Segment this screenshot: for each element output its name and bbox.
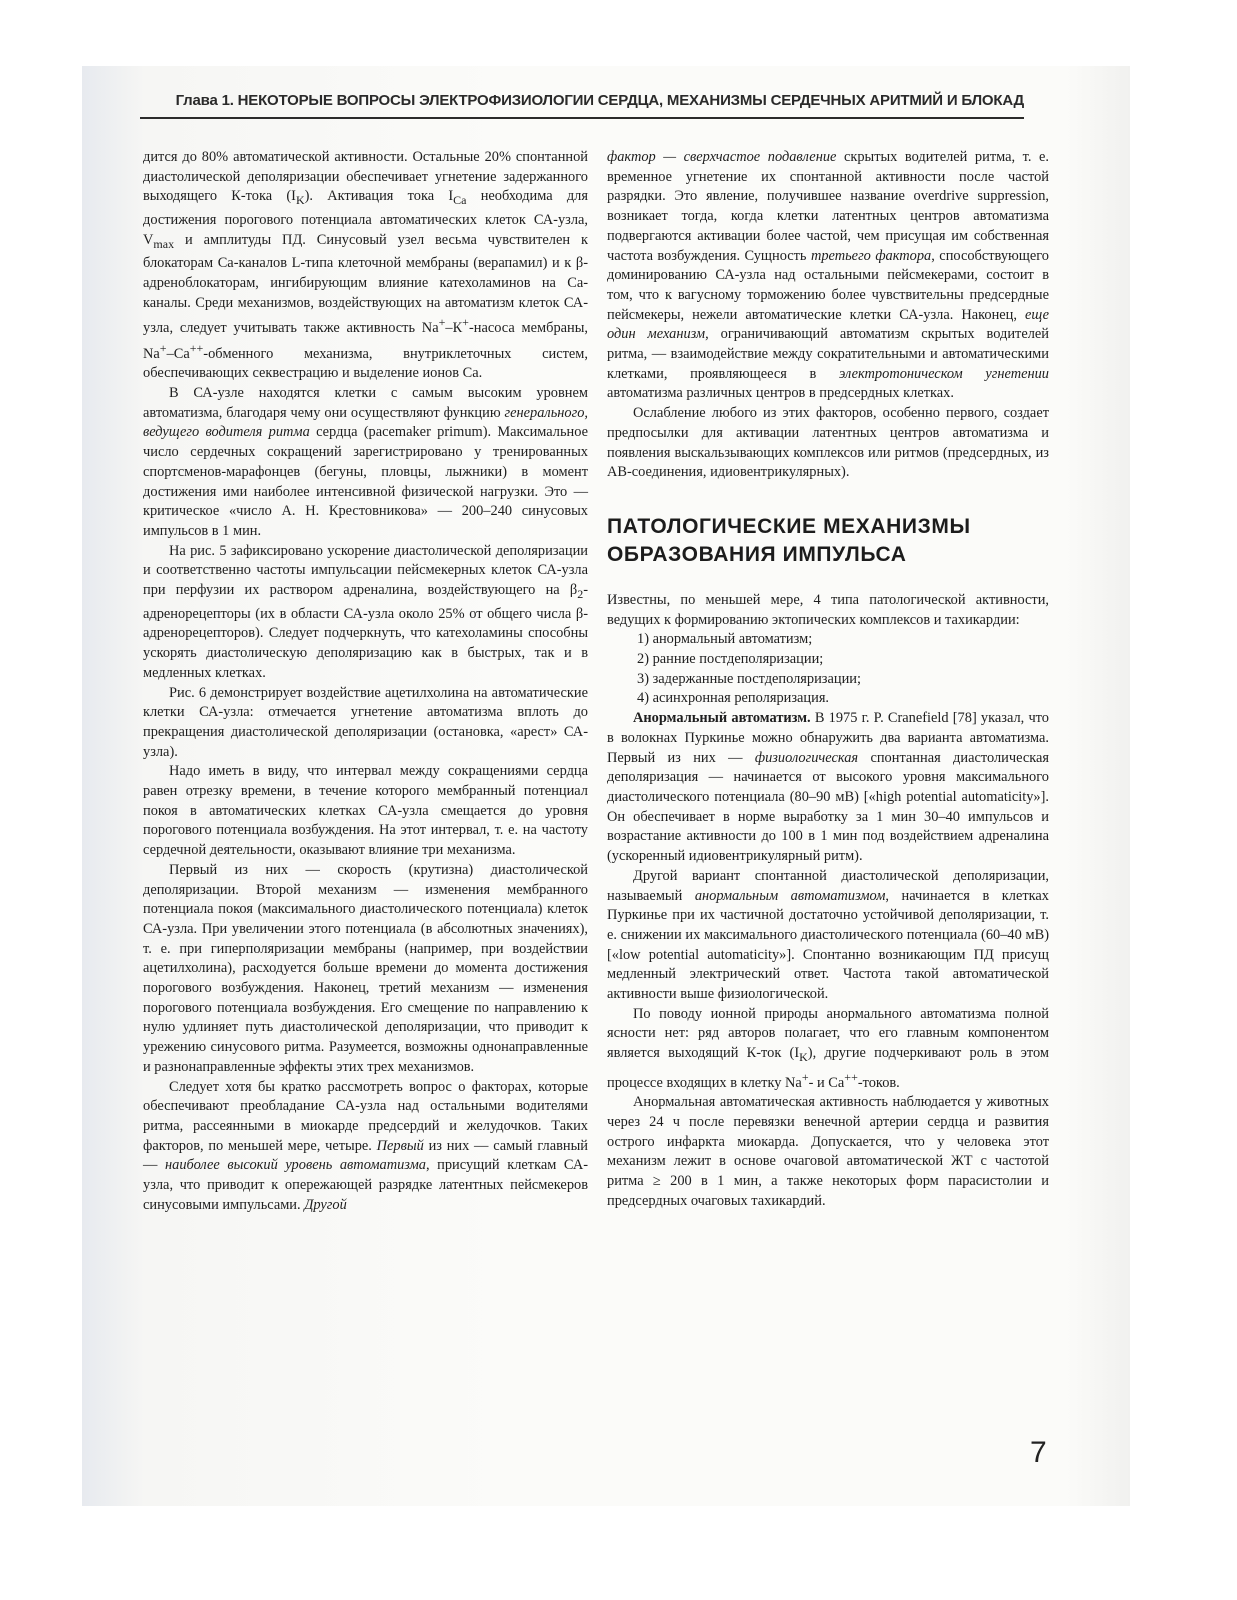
left-column	[143, 148, 588, 1215]
paragraph: фактор — сверхчастое подавление скрытых водителей ритма, т. е. временное угнетение их спонтанной активности после частой разрядки. Это явление, получившее название overdrive suppression, возникает тогда, когда клетки латентных центров автоматизма подвергаются активации более частой, чем присущая им собственная частота возбуждения. Сущность третьего фактора, способствующего доминированию СА-узла над остальными пейсмекерами, состоит в том, что к вагусному торможению более чувствительны предсердные пейсмекеры, нежели автоматические клетки СА-узла. Наконец, еще один механизм, ограничивающий автоматизм скрытых водителей ритма, — взаимодействие между сократительными и автоматическими клетками, проявляющееся в электротоническом угнетении автоматизма различных центров в предсердных клетках.	[607, 149, 1050, 402]
paragraph: Надо иметь в виду, что интервал между сокращениями сердца равен отрезку времени, в течение которого мембранный потенциал покоя в автоматических клетках СА-узла смещается до уровня порогового потенциала возбуждения. На этот интервал, т. е. на частоту сердечной деятельности, оказывают влияние три механизма.	[143, 763, 588, 859]
paragraph: По поводу ионной природы анормального автоматизма полной ясности нет: ряд авторов полагает, что его главным компонентом является выходящий К-ток $(I_K)$, другие подчеркивают роль в этом процессе входящих в клетку Na+- и Са++-токов.	[607, 1005, 1049, 1091]
page-number: 7	[1030, 1436, 1047, 1469]
list-item: 4) асинхронная реполяризация.	[637, 690, 830, 707]
chapter-header: Глава 1. НЕКОТОРЫЕ ВОПРОСЫ ЭЛЕКТРОФИЗИОЛОГИИ СЕРДЦА, МЕХАНИЗМЫ СЕРДЕЧНЫХ АРИТМИЙ И БЛОКАД	[175, 92, 1024, 109]
paragraph: Анормальная автоматическая активность наблюдается у животных через 24 ч после перевязки венечной артерии сердца и развития острого инфаркта миокарда. Допускается, что у человека этот механизм лежит в основе очаговой автоматической ЖТ с частотой ритма ≥ 200 в 1 мин, а также некоторых форм парасистолии и предсердных очаговых тахикардий.	[607, 1094, 1049, 1209]
paragraph: Другой вариант спонтанной диастолической деполяризации, называемый анормальным автоматизмом, начинается в клетках Пуркинье при их частичной достаточно устойчивой деполяризации, т. е. снижении их максимального диастолического потенциала (60–40 мВ) [«low potential automaticity»]. Спонтанно возникающим ПД присущ медленный электрический ответ. Частота такой автоматической активности выше физиологической.	[607, 867, 1049, 1003]
section-title: ПАТОЛОГИЧЕСКИЕ МЕХАНИЗМЫ ОБРАЗОВАНИЯ ИМПУЛЬСА	[607, 514, 971, 566]
paragraph: Ослабление любого из этих факторов, особенно первого, создает предпосылки для активации латентных центров автоматизма и появления выскальзывающих комплексов или ритмов (предсердных, из АВ-соединения, идиовентрикулярных).	[607, 405, 1049, 481]
header-rule	[140, 117, 1024, 119]
right-column	[607, 148, 1049, 1211]
paragraph: Первый из них — скорость (крутизна) диастолической деполяризации. Второй механизм — изменения мембранного потенциала покоя (максимального диастолического потенциала) клеток СА-узла. При увеличении этого потенциала (в абсолютных значениях), т. е. при гиперполяризации мембраны (например, при воздействии ацетилхолина), расходуется больше времени до момента достижения порогового возбуждения. Наконец, третий механизм — изменения порогового потенциала возбуждения. Его смещение по направлению к нулю удлиняет путь диастолической деполяризации, что приводит к урежению синусового ритма. Разумеется, возможны однонаправленные и разнонаправленные эффекты этих трех механизмов.	[143, 861, 588, 1075]
paragraph: дится до 80% автоматической активности. Остальные 20% спонтанной диастолической деполяризации обеспечивает угнетение задержанного выходящего К-тока $(I_K)$. Активация тока $I_{Ca}$ необходима для достижения порогового потенциала автоматических клеток СА-узла, $V_{max}$ и амплитуды ПД. Синусовый узел весьма чувствителен к блокаторам Са-каналов L-типа клеточной мембраны (верапамил) и к β-адреноблокаторам, ингибирующим влияние катехоламинов на Са-каналы. Среди механизмов, воздействующих на автоматизм клеток СА-узла, следует учитывать также активность Na+–К+-насоса мембраны, Na+–Са++-обменного механизма, внутриклеточных систем, обеспечивающих секвестрацию и выделение ионов Са.	[143, 149, 588, 382]
paragraph: Следует хотя бы кратко рассмотреть вопрос о факторах, которые обеспечивают преобладание СА-узла над остальными водителями ритма, рассеянными в миокарде предсердий и желудочков. Таких факторов, по меньшей мере, четыре. Первый из них — самый главный — наиболее высокий уровень автоматизма, присущий клеткам СА-узла, что приводит к опережающей разрядке латентных пейсмекеров синусовыми импульсами. Другой	[143, 1078, 588, 1213]
list-item: 1) анормальный автоматизм;	[637, 631, 813, 648]
mechanism-list	[607, 630, 1049, 709]
paragraph: На рис. 5 зафиксировано ускорение диастолической деполяризации и соответственно частоты импульсации пейсмекерных клеток СА-узла при перфузии их раствором адреналина, воздействующего на $\beta_2$-адренорецепторы (их в области СА-узла около 25% от общего числа β-адренорецепторов). Следует подчеркнуть, что катехоламины способны ускорять диастолическую деполяризацию как в быстрых, так и в медленных клетках.	[143, 542, 588, 681]
paragraph: Известны, по меньшей мере, 4 типа патологической активности, ведущих к формированию эктопических комплексов и тахикардии:	[607, 591, 1049, 628]
paragraph: Анормальный автоматизм. В 1975 г. P. Cranefield [78] указал, что в волокнах Пуркинье можно обнаружить два варианта автоматизма. Первый из них — физиологическая спонтанная диастолическая деполяризация — начинается от высокого уровня максимального диастолического потенциала (80–90 мВ) [«high potential automaticity»]. Он обеспечивает в норме выработку за 1 мин 30–40 импульсов и возрастание активности до 100 в 1 мин под воздействием адреналина (ускоренный идиовентрикулярный ритм).	[607, 710, 1049, 865]
paragraph: В СА-узле находятся клетки с самым высоким уровнем автоматизма, благодаря чему они осуществляют функцию генерального, ведущего водителя ритма сердца (pacemaker primum). Максимальное число сердечных сокращений зарегистрировано у тренированных спортсменов-марафонцев (бегуны, пловцы, лыжники) в момент достижения ими наиболее интенсивной физической нагрузки. Это — критическое «число А. Н. Крестовникова» — 200–240 синусовых импульсов в 1 мин.	[143, 385, 589, 539]
paragraph: Рис. 6 демонстрирует воздействие ацетилхолина на автоматические клетки СА-узла: отмечается угнетение автоматизма вплоть до прекращения диастолической деполяризации (остановка, «арест» СА-узла).	[143, 684, 588, 760]
list-item: 3) задержанные постдеполяризации;	[637, 670, 861, 687]
list-item: 2) ранние постдеполяризации;	[637, 651, 824, 668]
